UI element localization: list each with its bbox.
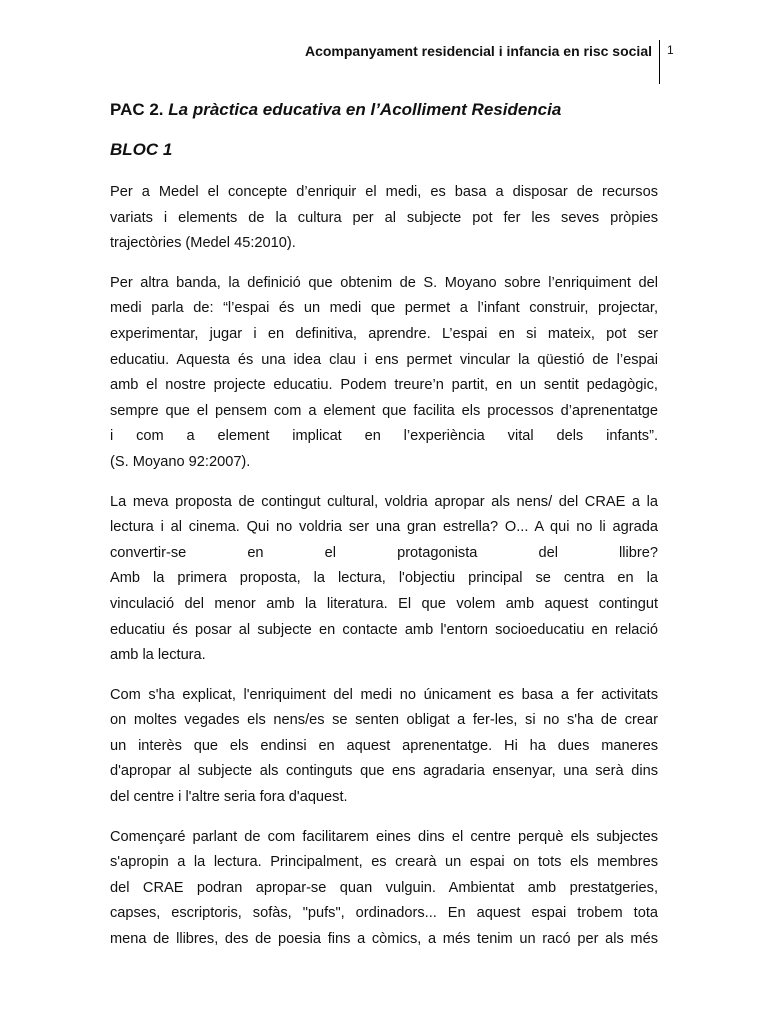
text-line: experimentar, jugar i en definitiva, aprendre. L’espai en si mateix, pot ser <box>110 325 658 342</box>
paragraph-4 <box>110 683 658 811</box>
running-header-title: Acompanyament residencial i infancia en risc social <box>304 43 652 59</box>
title-italic: La pràctica educativa en l’Acolliment Residencia <box>168 100 562 119</box>
text-line: Com s'ha explicat, l'enriquiment del medi no únicament es basa a fer activitats <box>110 686 658 703</box>
header-divider <box>659 40 660 84</box>
text-line: del CRAE podran apropar-se quan vulguin. Ambientat amb prestatgeries, <box>110 879 658 896</box>
text-line: trajectòries (Medel 45:2010). <box>110 235 296 252</box>
text-line: Per altra banda, la definició que obtenim de S. Moyano sobre l’enriquiment del <box>110 274 658 291</box>
text-line: capses, escriptoris, sofàs, "pufs", ordinadors... En aquest espai trobem tota <box>110 905 658 922</box>
text-line: mena de llibres, des de poesia fins a còmics, a més tenim un racó per als més <box>110 931 658 948</box>
text-line: Per a Medel el concepte d’enriquir el medi, es basa a disposar de recursos <box>110 184 658 200</box>
document-body <box>110 98 658 953</box>
paragraph-1 <box>110 180 658 257</box>
text-line: on moltes vegades els nens/es se senten obligat a fer-les, si no s'ha de crear <box>110 712 658 729</box>
text-line: un interès que els endinsi en aquest aprenentatge. Hi ha dues maneres <box>110 737 658 754</box>
text-line: (S. Moyano 92:2007). <box>110 453 251 470</box>
text-line: i com a element implicat en l’experiència vital dels infants”. <box>110 428 658 445</box>
text-line: educatiu és posar al subjecte en contacte amb l'entorn socioeducatiu en relació <box>110 621 658 638</box>
text-line: variats i elements de la cultura per al subjecte pot fer les seves pròpies <box>110 209 658 226</box>
text-line: Amb la primera proposta, la lectura, l'objectiu principal se centra en la <box>110 570 658 587</box>
text-line: amb el nostre projecte educatiu. Podem treure’n partit, en un sentit pedagògic, <box>110 377 658 394</box>
paragraph-3 <box>110 490 658 669</box>
text-line: del centre i l'altre seria fora d'aquest. <box>110 789 348 806</box>
text-line: s'apropin a la lectura. Principalment, es crearà un espai on tots els membres <box>110 854 658 871</box>
text-line: educatiu. Aquesta és una idea clau i ens permet vincular la qüestió de l’espai <box>110 351 658 368</box>
title-prefix: PAC 2. <box>110 100 164 119</box>
text-line: La meva proposta de contingut cultural, voldria apropar als nens/ del CRAE a la <box>110 493 658 510</box>
document-title <box>110 98 658 122</box>
text-line: vinculació del menor amb la literatura. El que volem amb aquest contingut <box>110 595 658 612</box>
paragraph-5 <box>110 825 658 953</box>
text-line: d'apropar al subjecte als continguts que ens agradaria ensenyar, una serà dins <box>110 763 658 780</box>
text-line: sempre que el pensem com a element que facilita els processos d’aprenentatge <box>110 402 658 419</box>
page-number: 1 <box>667 43 674 57</box>
paragraph-2 <box>110 271 658 476</box>
text-line: lectura i al cinema. Qui no voldria ser una gran estrella? O... A qui no li agrada <box>110 519 658 536</box>
text-line: convertir-se en el protagonista del llibre? <box>110 544 658 561</box>
section-heading: BLOC 1 <box>110 140 173 159</box>
text-line: medi parla de: “l’espai és un medi que permet a l’infant construir, projectar, <box>110 300 658 317</box>
text-line: amb la lectura. <box>110 647 206 664</box>
text-line: Començaré parlant de com facilitarem eines dins el centre perquè els subjectes <box>110 828 658 845</box>
page-header <box>0 40 768 84</box>
